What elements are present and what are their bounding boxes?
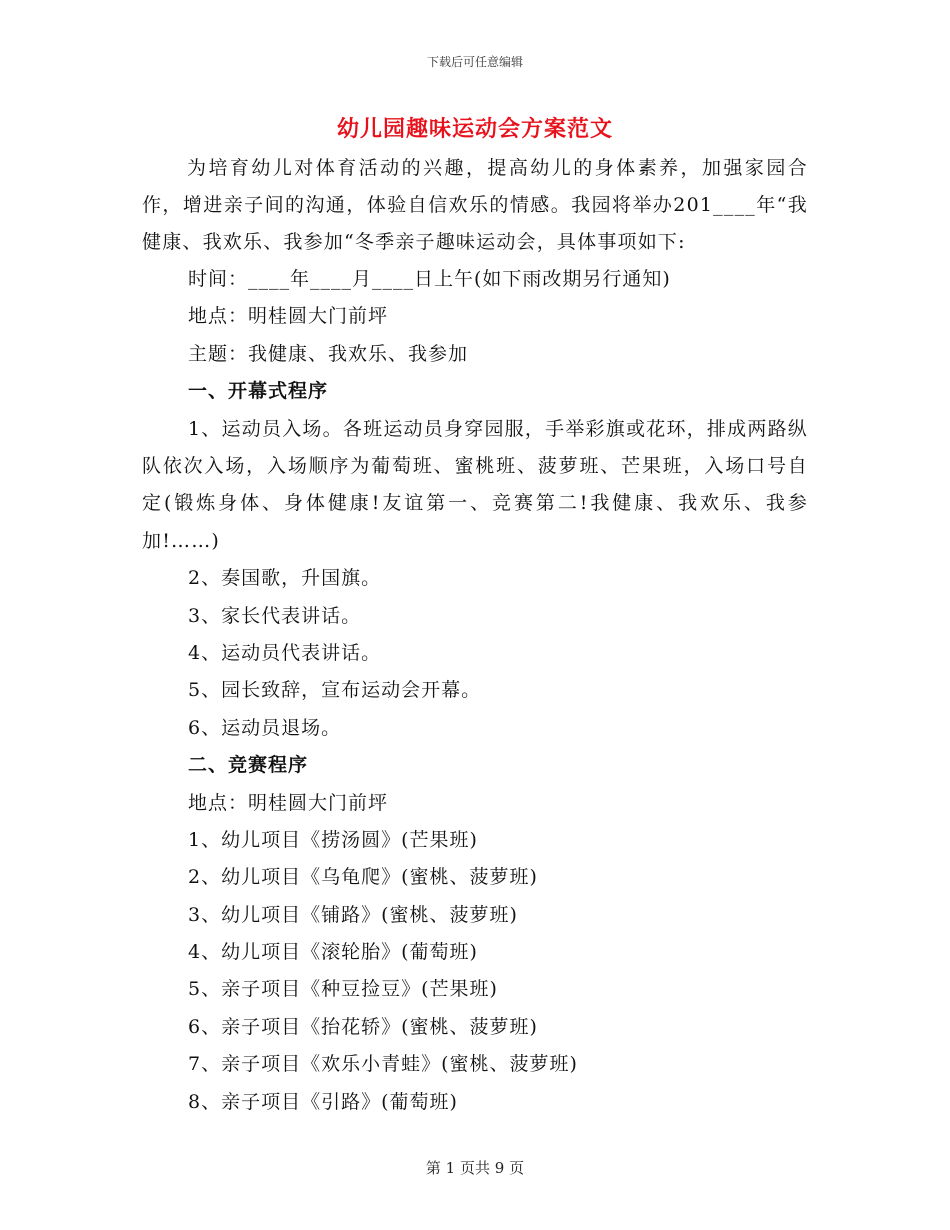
competition-item: 7、亲子项目《欢乐小青蛙》(蜜桃、菠萝班): [188, 1053, 578, 1076]
opening-item: 5、园长致辞，宣布运动会开幕。: [188, 679, 482, 702]
section-heading-competition: 二、竞赛程序: [188, 754, 309, 777]
opening-item: 6、运动员退场。: [188, 716, 342, 739]
opening-item: 2、奏国歌，升国旗。: [188, 567, 382, 590]
competition-place-line: 地点：明桂圆大门前坪: [188, 791, 389, 814]
intro-paragraph: 为培育幼儿对体育活动的兴趣，提高幼儿的身体素养，加强家园合作，增进亲子间的沟通，体验自信欢乐的情感。我园将举办201____年“我健康、我欢乐、我参加“冬季亲子趣味运动会，具体事项如下:: [142, 157, 808, 253]
competition-item: 5、亲子项目《种豆捡豆》(芒果班): [188, 978, 498, 1001]
opening-item: 4、运动员代表讲话。: [188, 641, 382, 664]
competition-item: 4、幼儿项目《滚轮胎》(葡萄班): [188, 941, 478, 964]
competition-item: 3、幼儿项目《铺路》(蜜桃、菠萝班): [188, 903, 518, 926]
place-line: 地点：明桂圆大门前坪: [188, 305, 389, 328]
competition-item: 2、幼儿项目《乌龟爬》(蜜桃、菠萝班): [188, 866, 538, 889]
page-number-footer: 第 1 页共 9 页: [425, 1159, 525, 1177]
competition-item: 6、亲子项目《抬花轿》(蜜桃、菠萝班): [188, 1015, 538, 1038]
opening-item: 3、家长代表讲话。: [188, 604, 362, 627]
competition-item: 8、亲子项目《引路》(葡萄班): [188, 1090, 458, 1113]
document-title: 幼儿园趣味运动会方案范文: [336, 116, 613, 142]
header-note: 下载后可任意编辑: [426, 55, 523, 69]
opening-item-1: 1、运动员入场。各班运动员身穿园服，手举彩旗或花环，排成两路纵队依次入场，入场顺序为葡萄班、蜜桃班、菠萝班、芒果班，入场口号自定(锻炼身体、身体健康!友谊第一、竞赛第二!我健康、我欢乐、我参加!……): [142, 417, 808, 552]
section-heading-opening: 一、开幕式程序: [188, 380, 329, 403]
theme-line: 主题：我健康、我欢乐、我参加: [188, 342, 469, 365]
document-body: [142, 150, 808, 1121]
competition-item: 1、幼儿项目《捞汤圆》(芒果班): [188, 828, 478, 851]
time-line: 时间：____年____月____日上午(如下雨改期另行通知): [188, 268, 671, 290]
